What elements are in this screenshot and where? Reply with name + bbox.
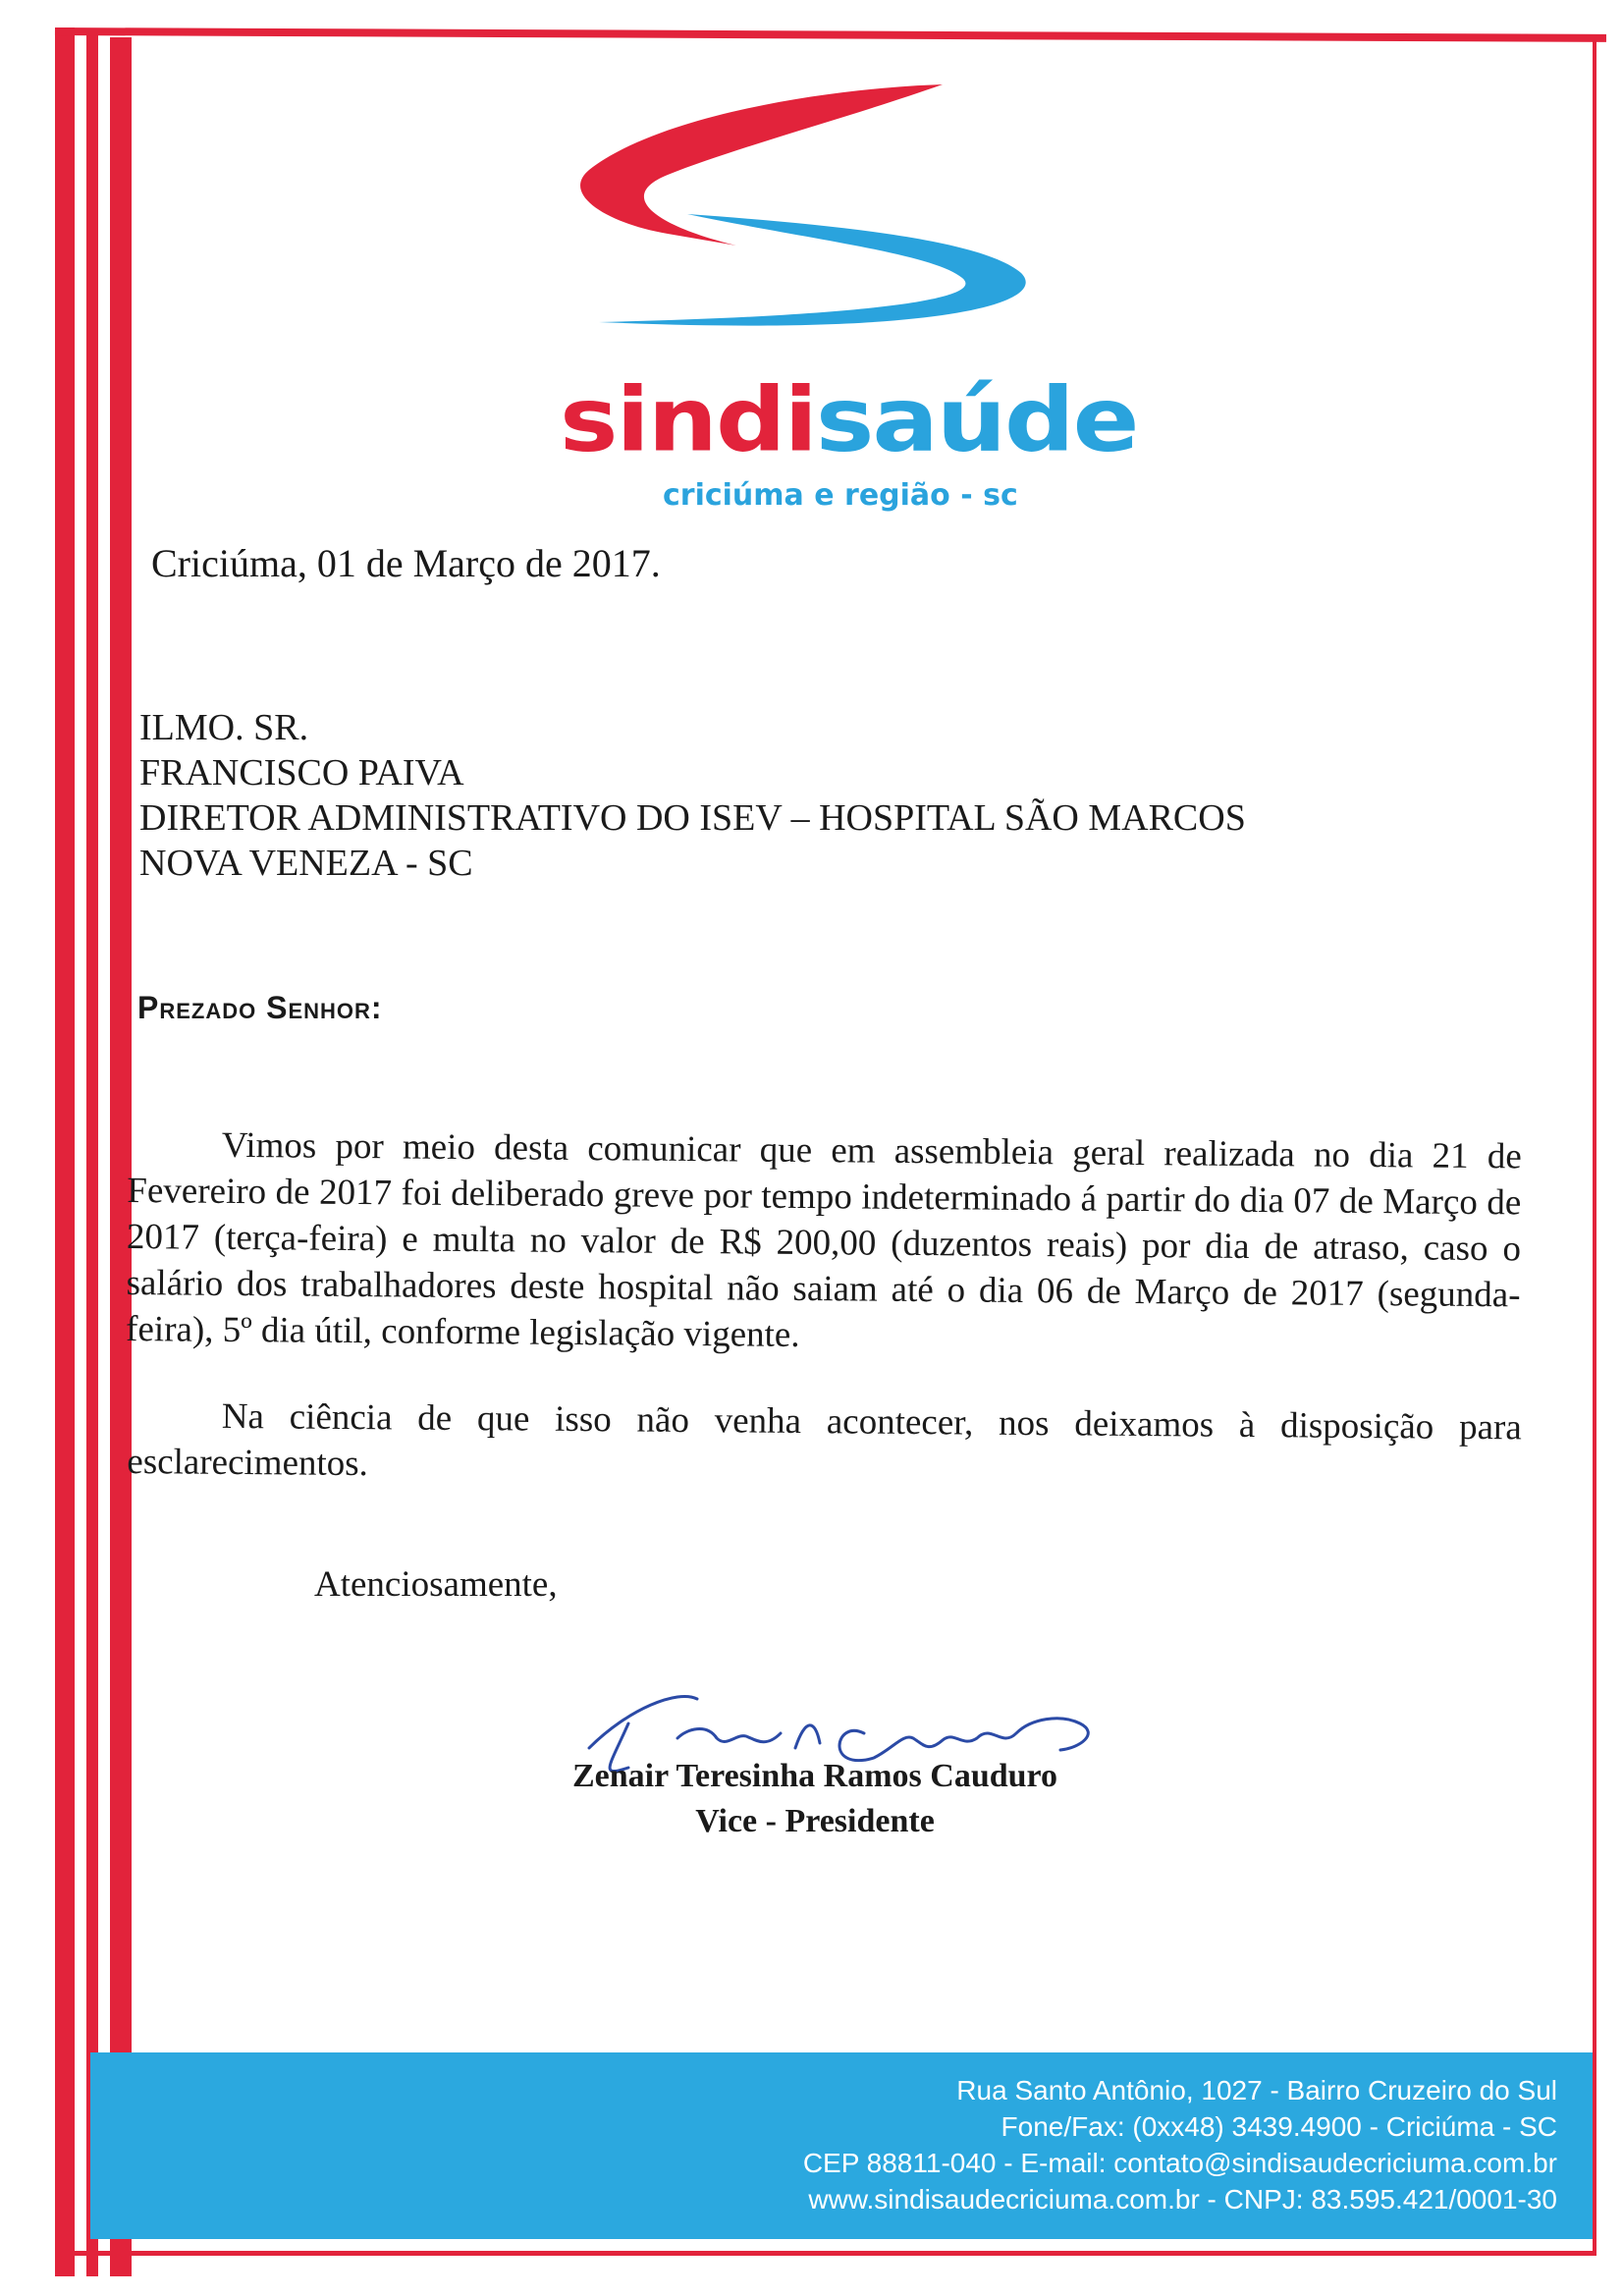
frame-top-line xyxy=(55,27,1606,42)
footer-contact xyxy=(803,2072,1557,2217)
sindisaude-logo xyxy=(530,77,1138,513)
salutation: Prezado Senhor: xyxy=(137,990,383,1025)
letter-date: Criciúma, 01 de Março de 2017. xyxy=(151,541,661,585)
frame-left-outer-bar xyxy=(55,27,75,2276)
recipient-line: DIRETOR ADMINISTRATIVO DO ISEV – HOSPITAL SÃO MARCOS xyxy=(139,797,1246,839)
recipient-line: ILMO. SR. xyxy=(139,707,309,748)
signer-name: Zenair Teresinha Ramos Cauduro xyxy=(571,1758,1058,1794)
body-paragraph: Na ciência de que isso não venha acontecer, nos deixamos à disposição para esclarecimentos. xyxy=(127,1395,1522,1485)
footer-band xyxy=(90,2052,1593,2239)
frame-left-middle-bar xyxy=(86,31,98,2276)
body-paragraph: Vimos por meio desta comunicar que em assembleia geral realizada no dia 21 de Fevereiro de 2017 foi deliberado greve por tempo indeterminado á partir do dia 07 de Março de 2017 (terça-feira) e multa no valor de R$ 200,00 (duzentos reais) por dia de atraso, caso o salário dos trabalhadores deste hospital não saiam até o dia 06 de Março de 2017 (segunda-feira), 5º dia útil, conforme legislação vigente. xyxy=(125,1124,1522,1355)
recipient-line: NOVA VENEZA - SC xyxy=(139,843,473,884)
footer-cep-email: CEP 88811-040 - E-mail: contato@sindisaudecriciuma.com.br xyxy=(802,2148,1557,2178)
logo-word-blue: saúde xyxy=(815,367,1138,472)
recipient-line: FRANCISCO PAIVA xyxy=(139,752,464,793)
signer-block xyxy=(530,1754,1100,1844)
frame-right-line xyxy=(1593,35,1596,2255)
logo-word-red: sindi xyxy=(560,367,816,472)
logo-subtitle: criciúma e região - sc xyxy=(663,478,1018,513)
recipient-block xyxy=(139,705,1246,886)
logo-wordmark xyxy=(560,367,1138,472)
footer-phone: Fone/Fax: (0xx48) 3439.4900 - Criciúma - SC xyxy=(1001,2111,1557,2142)
frame-bottom-line xyxy=(55,2251,1596,2256)
footer-address: Rua Santo Antônio, 1027 - Bairro Cruzeiro do Sul xyxy=(956,2075,1557,2105)
signer-title: Vice - Presidente xyxy=(695,1803,935,1839)
closing: Atenciosamente, xyxy=(314,1564,558,1605)
swoosh-s-icon xyxy=(530,77,1119,371)
footer-web-cnpj: www.sindisaudecriciuma.com.br - CNPJ: 83.595.421/0001-30 xyxy=(808,2184,1557,2214)
